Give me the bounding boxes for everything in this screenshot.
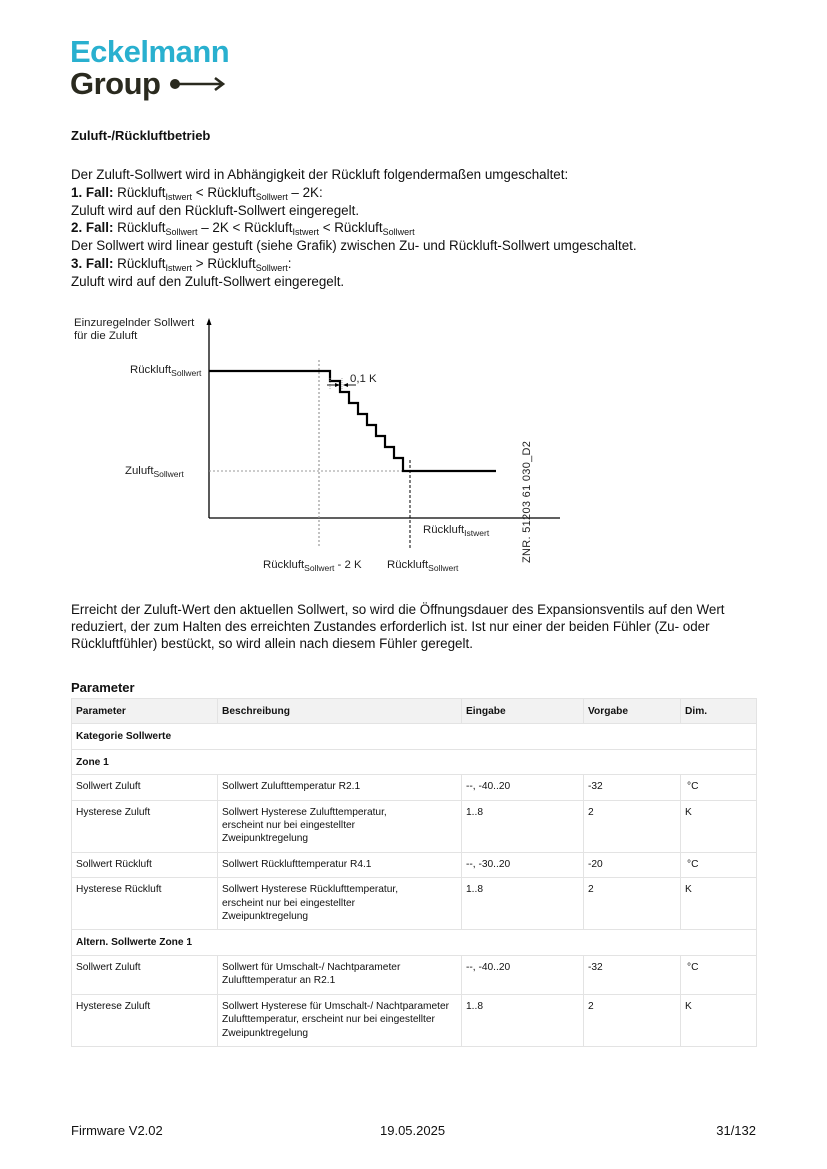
logo-line-eckelmann: Eckelmann xyxy=(70,34,230,69)
cell-dim: K xyxy=(681,878,757,930)
cell-beschreibung: Sollwert Hysterese Zulufttemperatur, erscheint nur bei eingestellter Zweipunktregelung xyxy=(218,800,462,852)
body-paragraph: Erreicht der Zuluft-Wert den aktuellen Sollwert, so wird die Öffnungsdauer des Expansionsventils auf den Wert reduziert, der zum Halten des erreichten Zustandes erforderlich ist. Ist nur einer der beiden Fühler (Zu- oder Rückluftfühler) bestückt, so wird allein nach diesem Fühler geregelt. xyxy=(71,602,725,652)
footer-page-number: 31/132 xyxy=(716,1123,756,1138)
setpoint-diagram xyxy=(60,310,560,590)
x-mark-sollwert-minus-2k: Rückluft$_{Sollwert}$ - 2 K xyxy=(263,559,362,573)
group-row xyxy=(72,749,757,774)
footer-date: 19.05.2025 xyxy=(380,1123,446,1138)
case-3-text: Zuluft wird auf den Zuluft-Sollwert eingeregelt. xyxy=(71,273,345,289)
y-axis-label: Einzuregelnder Sollwert für die Zuluft xyxy=(74,317,195,342)
group-row xyxy=(72,724,757,749)
cell-vorgabe: -20 xyxy=(584,852,681,877)
cell-vorgabe: -32 xyxy=(584,775,681,800)
cell-eingabe: 1..8 xyxy=(462,994,584,1046)
y-label-zuluft-sollwert: Zuluft$_{Sollwert}$ xyxy=(125,465,184,479)
table-row xyxy=(72,800,757,852)
cell-dim: K xyxy=(681,800,757,852)
cell-dim: °C xyxy=(681,775,757,800)
table-row xyxy=(72,852,757,877)
logo-line-group xyxy=(70,67,229,100)
x-axis-label: Rückluft$_{Istwert}$ xyxy=(423,524,490,538)
cell-beschreibung: Sollwert Hysterese für Umschalt-/ Nachtparameter Zulufttemperatur, erscheint nur bei eingestellter Zweipunktregelung xyxy=(218,994,462,1046)
group-title: Altern. Sollwerte Zone 1 xyxy=(72,930,757,955)
table-row xyxy=(72,878,757,930)
company-logo xyxy=(70,36,229,100)
arrow-right-icon xyxy=(169,76,227,92)
col-header-parameter: Parameter xyxy=(72,699,218,724)
cell-parameter: Sollwert Zuluft xyxy=(72,955,218,994)
y-label-rueckluft-sollwert: Rückluft$_{Sollwert}$ xyxy=(130,364,202,378)
cell-parameter: Sollwert Zuluft xyxy=(72,775,218,800)
logo-group-text: Group xyxy=(70,66,161,101)
cell-vorgabe: 2 xyxy=(584,800,681,852)
cell-beschreibung: Sollwert Rücklufttemperatur R4.1 xyxy=(218,852,462,877)
x-mark-sollwert: Rückluft$_{Sollwert}$ xyxy=(387,559,459,573)
cell-vorgabe: 2 xyxy=(584,878,681,930)
intro-text xyxy=(71,166,771,291)
step-size-label: 0,1 K xyxy=(350,373,377,385)
cell-dim: °C xyxy=(681,955,757,994)
parameter-table xyxy=(71,698,757,1047)
case-1: 1. Fall: Rückluft$_{Istwert}$ < Rückluft$_{Sollwert}$ – 2K: xyxy=(71,184,323,202)
cell-beschreibung: Sollwert Hysterese Rücklufttemperatur, erscheint nur bei eingestellter Zweipunktregelung xyxy=(218,878,462,930)
cell-vorgabe: 2 xyxy=(584,994,681,1046)
group-row xyxy=(72,930,757,955)
cell-eingabe: --, -30..20 xyxy=(462,852,584,877)
cell-beschreibung: Sollwert Zulufttemperatur R2.1 xyxy=(218,775,462,800)
cell-vorgabe: -32 xyxy=(584,955,681,994)
col-header-vorgabe: Vorgabe xyxy=(584,699,681,724)
case-2-text: Der Sollwert wird linear gestuft (siehe Grafik) zwischen Zu- und Rückluft-Sollwert umgeschaltet. xyxy=(71,238,637,254)
cell-dim: °C xyxy=(681,852,757,877)
drawing-number: ZNR. 51203 61 030_D2 xyxy=(521,440,533,563)
cell-eingabe: 1..8 xyxy=(462,800,584,852)
group-title: Zone 1 xyxy=(72,749,757,774)
cell-parameter: Hysterese Zuluft xyxy=(72,994,218,1046)
table-row xyxy=(72,955,757,994)
intro-line: Der Zuluft-Sollwert wird in Abhängigkeit der Rückluft folgendermaßen umgeschaltet: xyxy=(71,167,569,182)
section-title: Zuluft-/Rückluftbetrieb xyxy=(71,128,211,143)
cell-eingabe: --, -40..20 xyxy=(462,775,584,800)
footer-firmware: Firmware V2.02 xyxy=(71,1123,163,1138)
col-header-beschreibung: Beschreibung xyxy=(218,699,462,724)
col-header-dim: Dim. xyxy=(681,699,757,724)
cell-dim: K xyxy=(681,994,757,1046)
table-header-row xyxy=(72,699,757,724)
cell-beschreibung: Sollwert für Umschalt-/ Nachtparameter Zulufttemperatur an R2.1 xyxy=(218,955,462,994)
cell-parameter: Sollwert Rückluft xyxy=(72,852,218,877)
table-row xyxy=(72,994,757,1046)
group-title: Kategorie Sollwerte xyxy=(72,724,757,749)
col-header-eingabe: Eingabe xyxy=(462,699,584,724)
step-chart-graphic xyxy=(60,310,560,590)
cell-eingabe: 1..8 xyxy=(462,878,584,930)
case-2: 2. Fall: Rückluft$_{Sollwert}$ – 2K < Rückluft$_{Istwert}$ < Rückluft$_{Sollwert}$ xyxy=(71,220,415,238)
case-1-text: Zuluft wird auf den Rückluft-Sollwert eingeregelt. xyxy=(71,202,360,218)
cell-eingabe: --, -40..20 xyxy=(462,955,584,994)
table-row xyxy=(72,775,757,800)
cell-parameter: Hysterese Zuluft xyxy=(72,800,218,852)
case-3: 3. Fall: Rückluft$_{Istwert}$ > Rückluft$_{Sollwert}$: xyxy=(71,255,292,273)
cell-parameter: Hysterese Rückluft xyxy=(72,878,218,930)
parameter-heading: Parameter xyxy=(71,680,135,695)
